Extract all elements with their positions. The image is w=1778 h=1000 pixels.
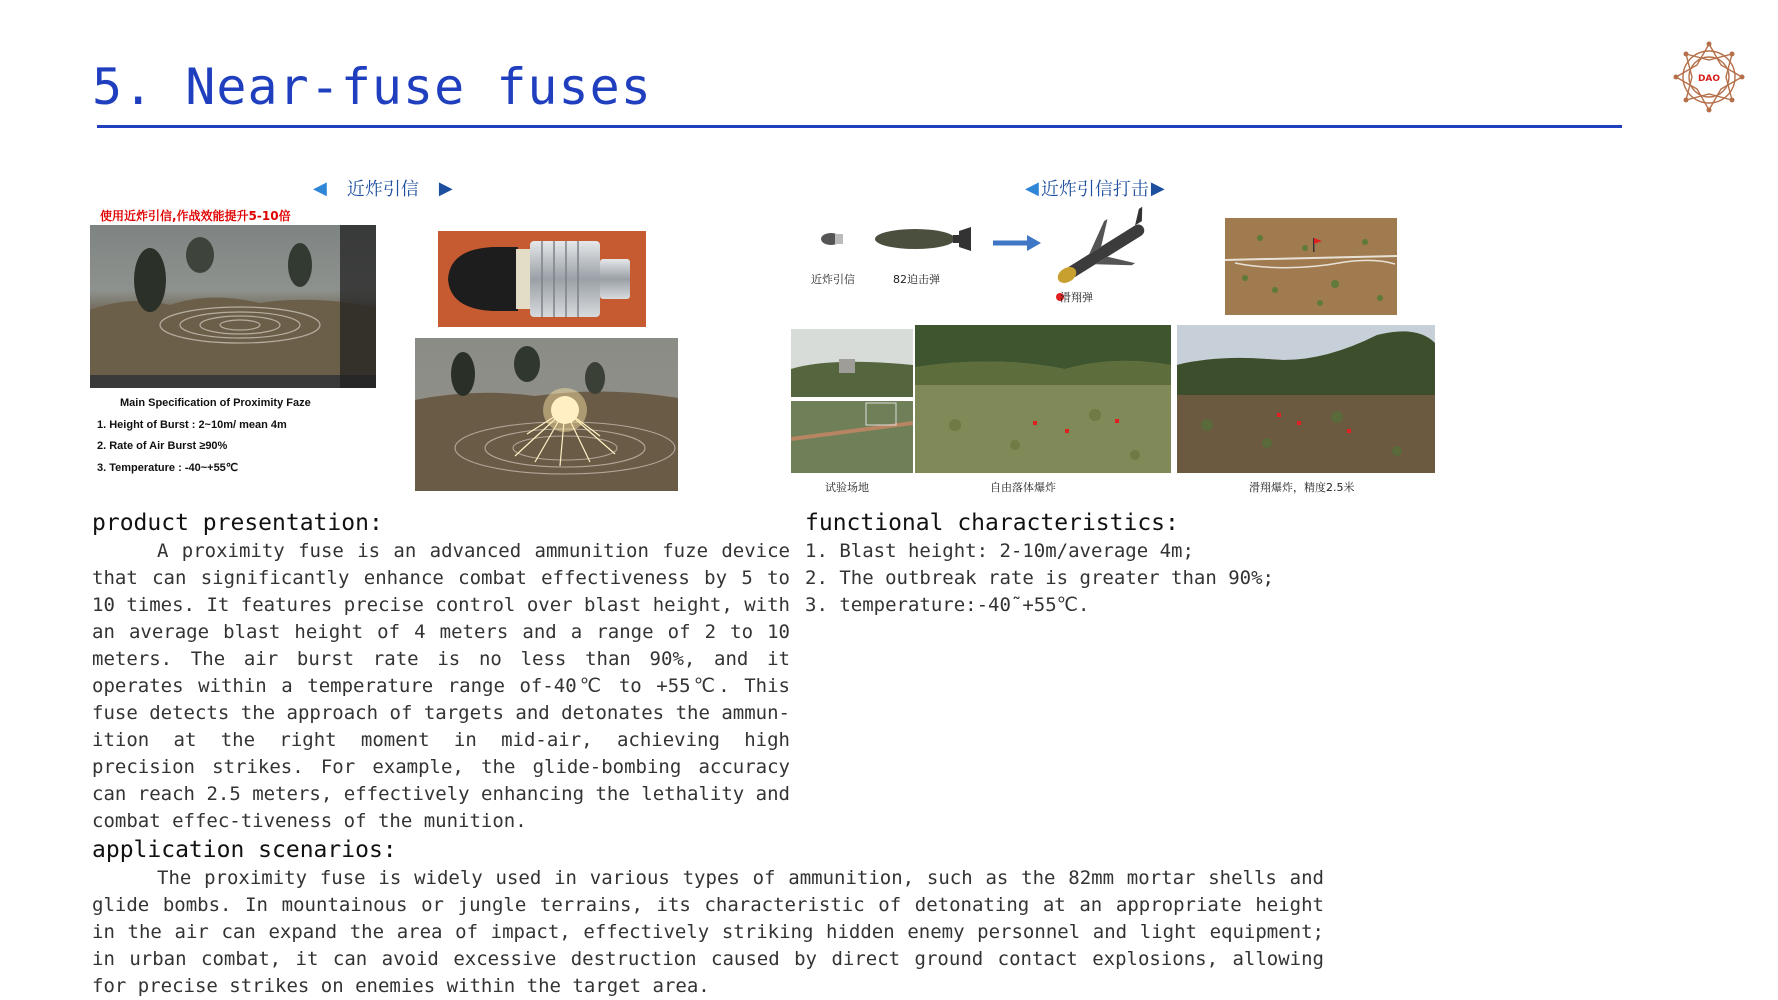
right-panel-title: 近炸引信打击	[1040, 179, 1149, 200]
test-site-photo	[791, 329, 913, 473]
target-field-illustration	[1225, 218, 1397, 315]
spec-item: 3. Temperature : -40~+55℃	[97, 462, 239, 474]
logo-emblem-icon	[1672, 40, 1746, 114]
free-fall-burst-photo	[915, 325, 1171, 473]
functional-item: 2. The outbreak rate is greater than 90%;	[805, 567, 1274, 589]
munition-sequence-illustration	[805, 205, 1185, 315]
arrow-right-icon: ▶	[438, 177, 453, 199]
label-fuse: 近炸引信	[811, 273, 855, 286]
arrow-left-icon: ◀	[1025, 177, 1039, 199]
application-text-block	[92, 865, 1324, 1000]
caption-glide: 滑翔爆炸，精度2.5米	[1249, 481, 1355, 494]
glide-burst-photo	[1177, 325, 1435, 473]
spec-title: Main Specification of Proximity Faze	[120, 397, 311, 409]
functional-item: 3. temperature:-40˜+55℃.	[805, 594, 1090, 616]
arrow-left-icon: ◀	[313, 177, 327, 199]
target-field-photo	[1225, 218, 1397, 315]
product-paragraph: A proximity fuse is an advanced ammunition fuze device that can significantly enhance combat effectiveness by 5 to 10 times. It features precise control over blast height, with an average blast height of 4 meters and a range of 2 to 10 meters. The air burst rate is no less than 90%, and it operates within a temperature range of-40℃ to +55℃. This fuse detects the approach of targets and detonates the ammun-ition at the right moment in mid-air, achieving high precision strikes. For example, the glide-bombing accuracy can reach 2.5 meters, effectively enhancing the lethality and combat effec-tiveness of the munition.	[92, 540, 790, 832]
arrow-right-icon: ▶	[1150, 177, 1165, 199]
company-logo	[1672, 40, 1746, 114]
spec-item: 2. Rate of Air Burst ≥90%	[97, 440, 228, 452]
caption-free-fall: 自由落体爆炸	[990, 481, 1056, 494]
free-fall-burst-illustration	[915, 325, 1171, 473]
air-burst-photo	[415, 338, 678, 491]
svg-text:DAO: DAO	[1697, 74, 1721, 84]
label-glide: 滑翔弹	[1060, 291, 1093, 304]
flow-arrow-icon	[993, 235, 1041, 251]
glide-burst-illustration	[1177, 325, 1435, 473]
spec-item: 1. Height of Burst : 2~10m/ mean 4m	[97, 419, 287, 431]
test-site-illustration	[791, 329, 913, 473]
page-title: 5. Near-fuse fuses	[92, 58, 652, 116]
left-panel-header	[313, 175, 453, 201]
air-burst-illustration	[415, 338, 678, 491]
product-text-block	[92, 538, 790, 835]
right-panel-header	[1025, 175, 1165, 201]
red-note: 使用近炸引信,作战效能提升5-10倍	[100, 209, 291, 223]
label-mortar: 82迫击弹	[893, 273, 940, 286]
functional-item: 1. Blast height: 2-10m/average 4m;	[805, 540, 1194, 562]
left-panel-title: 近炸引信	[346, 179, 419, 200]
fuse-device-illustration	[438, 231, 646, 327]
fuse-product-photo	[438, 231, 646, 327]
test-site-illustration	[90, 225, 376, 388]
functional-heading: functional characteristics:	[805, 510, 1179, 536]
application-heading: application scenarios:	[92, 837, 397, 863]
right-image-panel	[785, 165, 1435, 495]
product-heading: product presentation:	[92, 510, 383, 536]
title-divider	[97, 125, 1622, 128]
caption-test-site: 试验场地	[825, 481, 869, 494]
application-paragraph: The proximity fuse is widely used in various types of ammunition, such as the 82mm mortar shells and glide bombs. In mountainous or jungle terrains, its characteristic of detonating at an appropriate height in the air can expand the area of impact, effectively striking hidden enemy personnel and light equipment; in urban combat, it can avoid excessive destruction caused by direct ground contact explosions, allowing for precise strikes on enemies within the target area.	[92, 867, 1324, 997]
test-video-still	[90, 225, 376, 388]
left-image-panel	[88, 165, 688, 495]
